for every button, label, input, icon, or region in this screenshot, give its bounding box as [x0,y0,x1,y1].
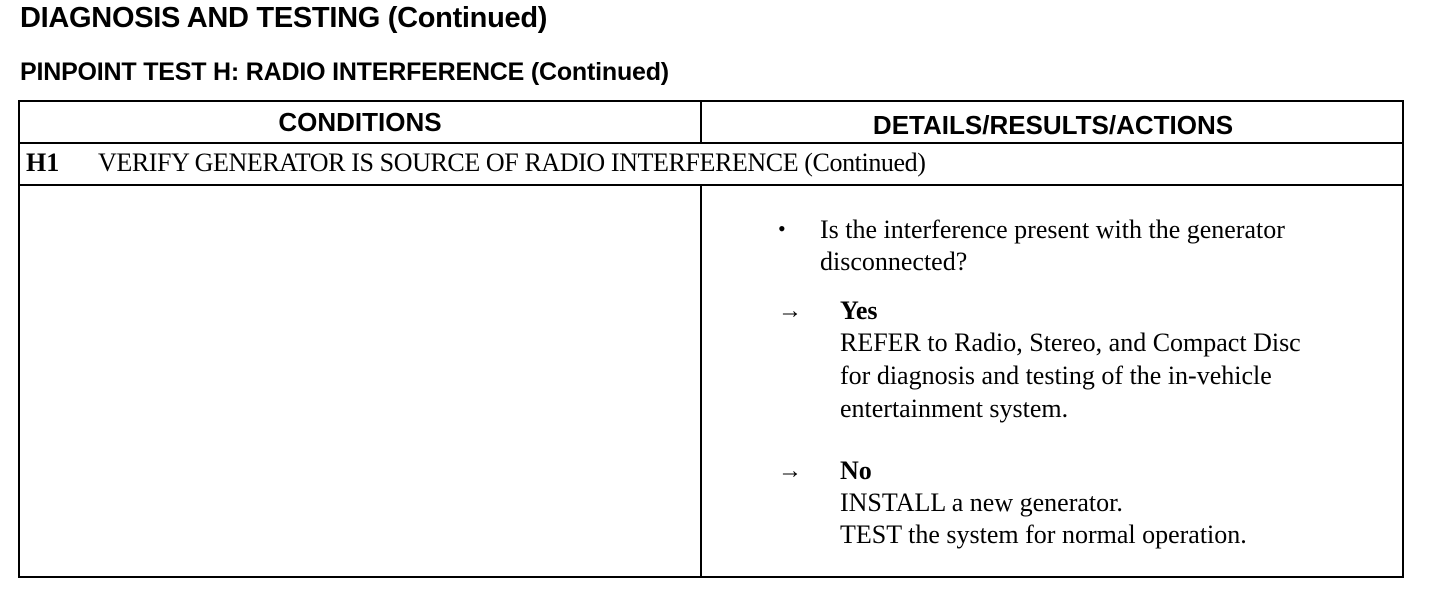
test-question: Is the interference present with the generator disconnected? [820,215,1285,276]
page-title: DIAGNOSIS AND TESTING (Continued) [20,2,548,34]
yes-action-line: entertainment system. [840,394,1069,423]
yes-action-line: for diagnosis and testing of the in-vehicle [840,361,1272,390]
step-row [20,144,1402,186]
pinpoint-test-table [18,100,1404,578]
table-header-row [20,102,1402,144]
no-action-line: INSTALL a new generator. [840,488,1123,517]
step-id: H1 [26,148,60,177]
no-action-line: TEST the system for normal operation. [840,520,1247,549]
no-result-label: No [840,456,872,485]
details-results-actions-header: DETAILS/RESULTS/ACTIONS [872,110,1234,140]
bullet-icon: • [778,216,786,241]
yes-result-label: Yes [840,296,878,325]
arrow-right-icon: → [778,458,802,484]
step-title: VERIFY GENERATOR IS SOURCE OF RADIO INTERFERENCE (Continued) [98,148,926,177]
yes-action-line: REFER to Radio, Stereo, and Compact Disc [840,328,1301,357]
arrow-right-icon: → [778,298,802,324]
details-cell [702,186,1402,576]
conditions-header: CONDITIONS [278,107,442,137]
section-title: PINPOINT TEST H: RADIO INTERFERENCE (Continued) [20,58,669,86]
